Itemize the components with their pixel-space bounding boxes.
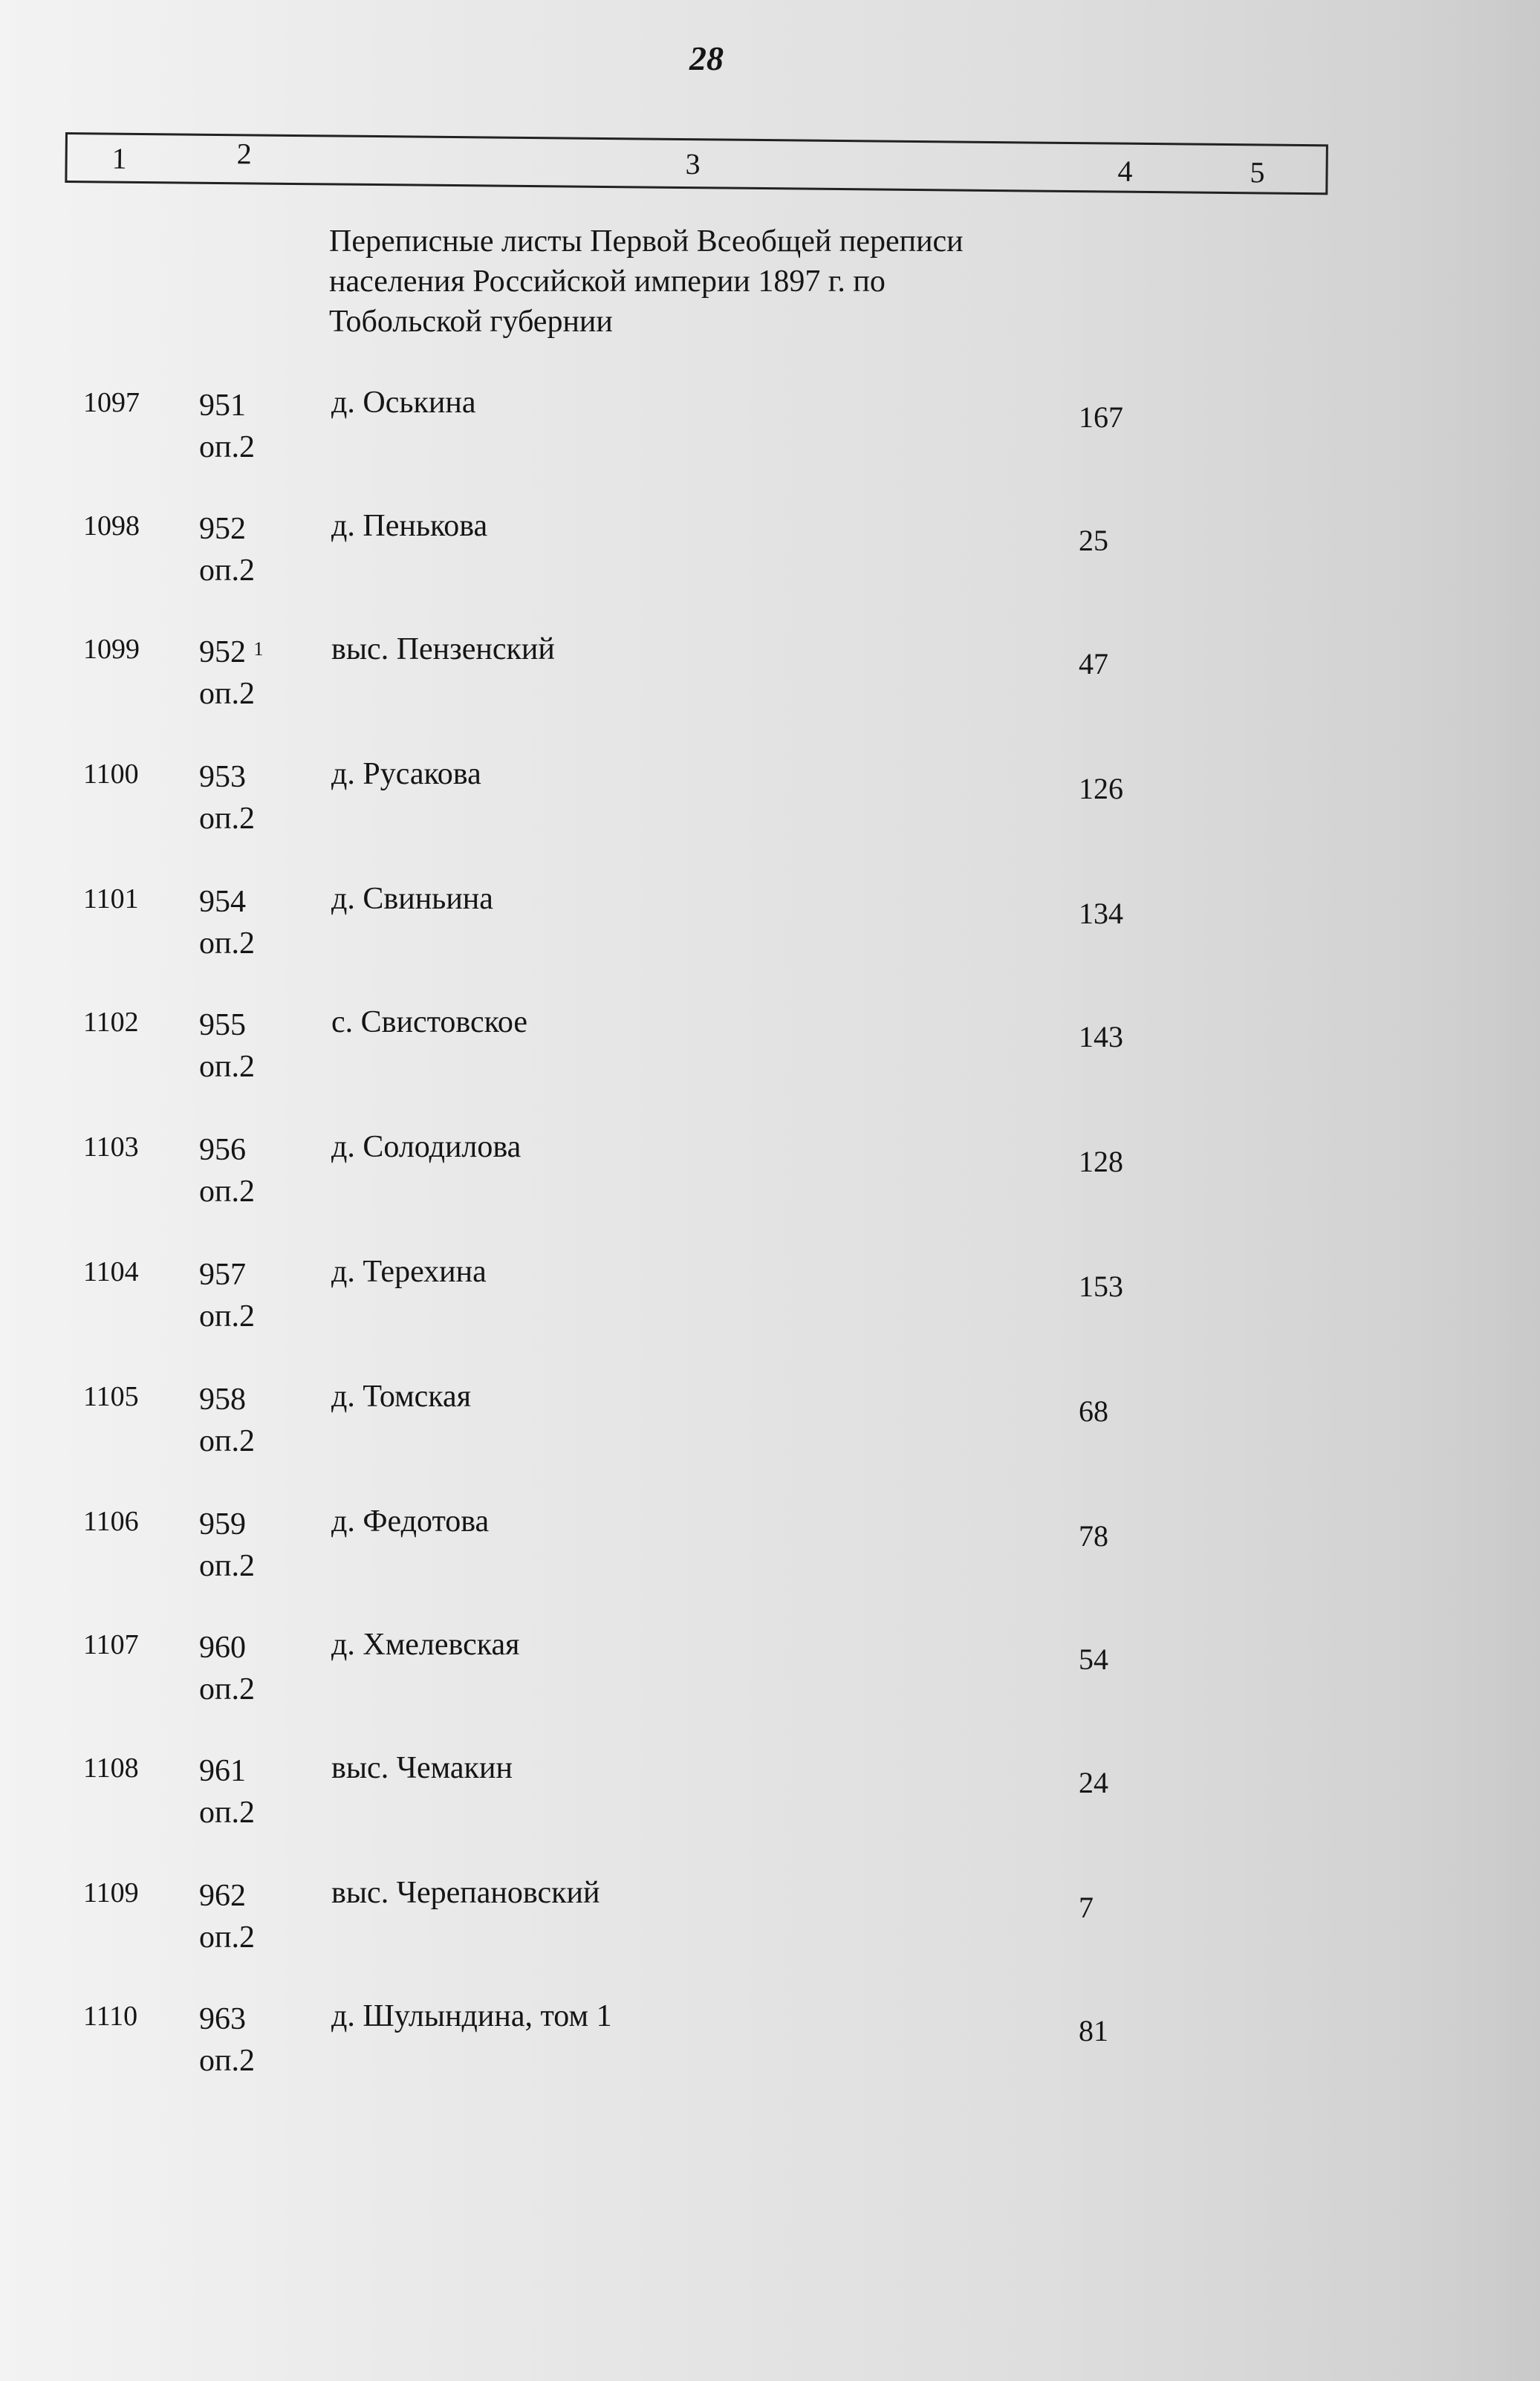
column-header-1: 1 <box>111 141 127 175</box>
fond-superscript: 1 <box>253 638 264 660</box>
record-row <box>0 386 1540 505</box>
fond-number: 960 <box>199 1631 246 1665</box>
fond-reference <box>199 756 255 839</box>
fond-number: 953 <box>199 760 246 794</box>
fond-number: 952 <box>199 512 246 546</box>
fond-number: 951 <box>199 389 246 423</box>
record-row <box>0 758 1540 877</box>
settlement-name: д. Шулындина, том 1 <box>331 1999 612 2033</box>
opis-label: оп.2 <box>199 802 255 836</box>
record-number: 1110 <box>83 2001 138 2032</box>
fond-reference <box>199 1379 255 1462</box>
record-row <box>0 883 1540 1001</box>
fond-number: 963 <box>199 2002 246 2036</box>
fond-reference <box>199 631 264 715</box>
opis-label: оп.2 <box>199 926 255 961</box>
opis-label: оп.2 <box>199 1920 255 1955</box>
record-number: 1108 <box>83 1753 139 1784</box>
fond-reference <box>199 1627 255 1710</box>
settlement-name: д. Русакова <box>331 757 481 791</box>
sheet-count: 128 <box>1079 1145 1123 1178</box>
record-number: 1105 <box>83 1381 139 1412</box>
record-number: 1104 <box>83 1256 139 1287</box>
record-row <box>0 1006 1540 1125</box>
opis-label: оп.2 <box>199 2044 255 2078</box>
record-number: 1097 <box>83 387 140 418</box>
record-row <box>0 1752 1540 1871</box>
record-number: 1101 <box>83 883 139 915</box>
fond-reference <box>199 1004 255 1088</box>
opis-label: оп.2 <box>199 1672 255 1706</box>
record-number: 1102 <box>83 1007 139 1038</box>
opis-label: оп.2 <box>199 553 255 588</box>
fond-reference <box>199 1129 255 1212</box>
sheet-count: 7 <box>1079 1891 1094 1924</box>
record-number: 1107 <box>83 1629 139 1660</box>
section-subtitle <box>329 221 1072 342</box>
record-number: 1098 <box>83 510 140 542</box>
sheet-count: 143 <box>1079 1020 1123 1053</box>
record-number: 1099 <box>83 634 140 665</box>
record-row <box>0 510 1540 628</box>
fond-reference <box>199 508 255 591</box>
fond-number: 958 <box>199 1383 246 1417</box>
subtitle-line: Тобольской губернии <box>329 305 613 339</box>
settlement-name: д. Хмелевская <box>331 1628 520 1662</box>
column-header-2: 2 <box>236 137 252 171</box>
settlement-name: д. Федотова <box>331 1504 490 1539</box>
column-header-3: 3 <box>685 147 701 181</box>
sheet-count: 54 <box>1079 1643 1108 1676</box>
settlement-name: д. Солодилова <box>331 1130 522 1164</box>
subtitle-line: населения Российской империи 1897 г. по <box>329 264 886 299</box>
sheet-count: 153 <box>1079 1270 1123 1303</box>
settlement-name: д. Пенькова <box>331 509 488 543</box>
fond-number: 959 <box>199 1507 246 1542</box>
fond-number: 961 <box>199 1754 246 1788</box>
sheet-count: 47 <box>1079 647 1108 680</box>
record-row <box>0 1380 1540 1499</box>
fond-reference <box>199 1998 255 2082</box>
record-number: 1100 <box>83 759 139 790</box>
fond-reference <box>199 1254 255 1337</box>
opis-label: оп.2 <box>199 1175 255 1209</box>
column-header-bar <box>65 132 1328 195</box>
record-row <box>0 2000 1540 2119</box>
record-row <box>0 633 1540 752</box>
opis-label: оп.2 <box>199 1549 255 1583</box>
record-number: 1106 <box>83 1506 139 1537</box>
opis-label: оп.2 <box>199 1050 255 1084</box>
record-number: 1109 <box>83 1877 139 1909</box>
settlement-name: д. Терехина <box>331 1255 487 1289</box>
sheet-count: 167 <box>1079 400 1123 434</box>
column-header-5: 5 <box>1250 155 1265 189</box>
settlement-name: д. Оськина <box>331 386 476 420</box>
settlement-name: д. Свиньина <box>331 882 493 916</box>
sheet-count: 24 <box>1079 1766 1108 1799</box>
sheet-count: 68 <box>1079 1394 1108 1428</box>
record-row <box>0 1877 1540 1995</box>
record-row <box>0 1628 1540 1747</box>
fond-reference <box>199 1875 255 1958</box>
page-number: 28 <box>689 39 724 77</box>
column-header-4: 4 <box>1117 154 1133 188</box>
settlement-name: выс. Чемакин <box>331 1751 513 1785</box>
opis-label: оп.2 <box>199 1796 255 1830</box>
settlement-name: выс. Пензенский <box>331 632 555 666</box>
fond-reference <box>199 385 255 468</box>
fond-number: 962 <box>199 1879 246 1913</box>
fond-reference <box>199 1504 255 1587</box>
settlement-name: выс. Черепановский <box>331 1876 600 1910</box>
opis-label: оп.2 <box>199 1424 255 1458</box>
fond-number: 952 <box>199 635 246 669</box>
record-number: 1103 <box>83 1131 139 1163</box>
subtitle-line: Переписные листы Первой Всеобщей переписи <box>329 224 964 259</box>
fond-number: 956 <box>199 1133 246 1167</box>
sheet-count: 126 <box>1079 772 1123 805</box>
sheet-count: 25 <box>1079 524 1108 557</box>
opis-label: оп.2 <box>199 1299 255 1334</box>
settlement-name: с. Свистовское <box>331 1005 528 1039</box>
fond-number: 957 <box>199 1258 246 1292</box>
sheet-count: 81 <box>1079 2014 1108 2047</box>
opis-label: оп.2 <box>199 677 255 711</box>
sheet-count: 78 <box>1079 1519 1108 1553</box>
record-row <box>0 1256 1540 1374</box>
fond-reference <box>199 881 255 964</box>
fond-reference <box>199 1750 255 1833</box>
fond-number: 955 <box>199 1008 246 1042</box>
settlement-name: д. Томская <box>331 1380 472 1414</box>
record-row <box>0 1131 1540 1250</box>
sheet-count: 134 <box>1079 897 1123 930</box>
fond-number: 954 <box>199 885 246 919</box>
record-row <box>0 1505 1540 1624</box>
opis-label: оп.2 <box>199 430 255 464</box>
